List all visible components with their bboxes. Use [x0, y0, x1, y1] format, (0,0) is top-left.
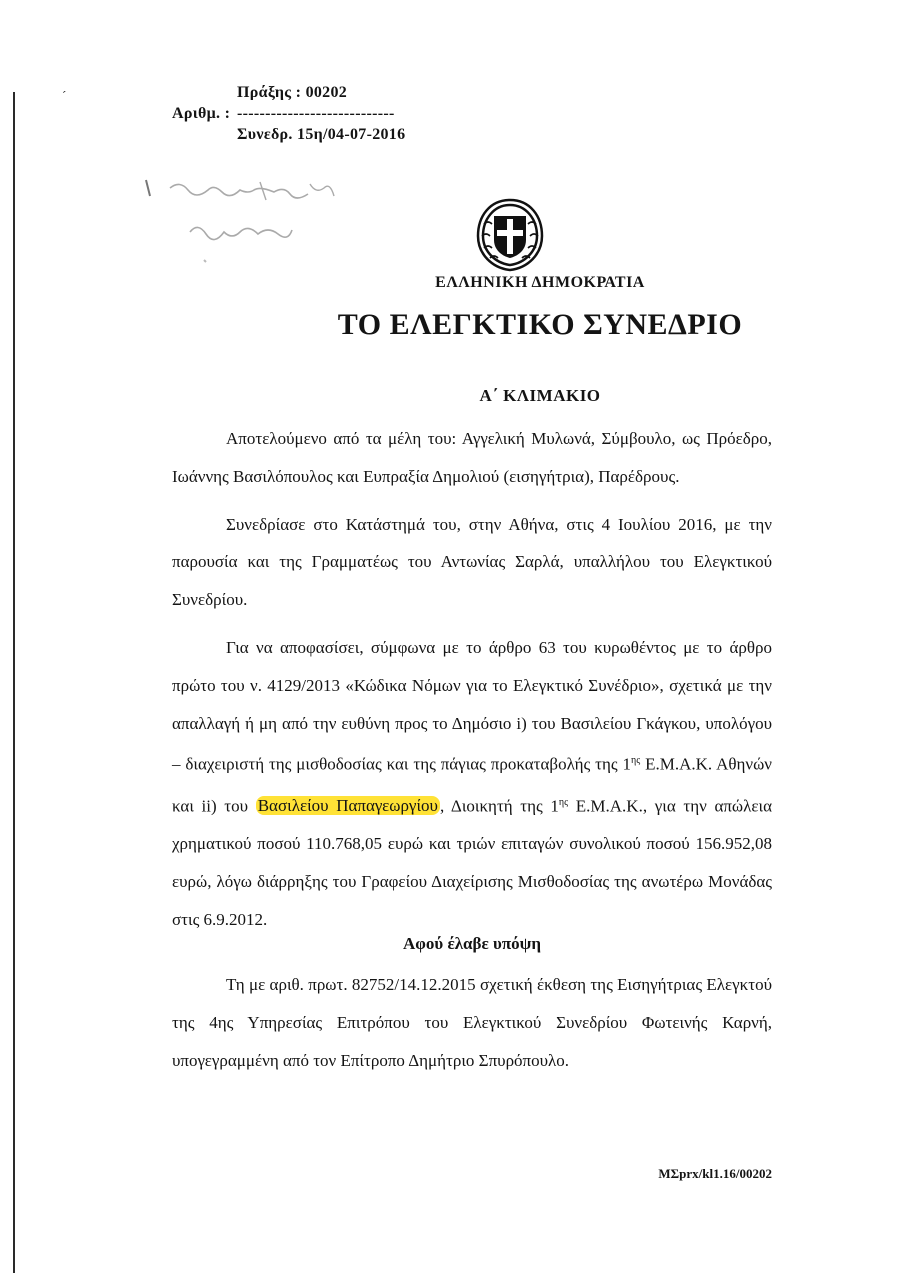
body-top — [172, 420, 772, 949]
number-label: Αριθμ. : — [172, 105, 231, 122]
left-margin-line — [13, 92, 15, 1273]
ordinal-sup-2: ης — [558, 796, 569, 808]
session-paragraph: Συνεδρίασε στο Κατάστημά του, στην Αθήνα, στις 4 Ιουλίου 2016, με την παρουσία και της Γραμματέως του Αντωνίας Σαρλά, υπαλλήλου του Ελεγκτικού Συνεδρίου. — [172, 514, 772, 610]
court-title: ΤΟ ΕΛΕΓΚΤΙΚΟ ΣΥΝΕΔΡΙΟ — [337, 308, 743, 341]
state-title: ΕΛΛΗΝΙΚΗ ΔΗΜΟΚΡΑΤΙΑ — [435, 274, 645, 291]
purpose-text-3: , Διοικητή της 1 — [439, 796, 559, 816]
session-line: Συνεδρ. 15η/04-07-2016 — [237, 126, 406, 143]
highlighted-name: Βασιλείου Παπαγεωργίου — [257, 796, 438, 816]
body-bottom — [172, 966, 772, 1089]
pen-mark: ˊ — [62, 88, 67, 103]
number-dashes: ---------------------------- — [237, 105, 395, 122]
handwritten-annotation — [140, 176, 380, 266]
purpose-text-1: Για να αποφασίσει, σύμφωνα με το άρθρο 63 του κυρωθέντος με το άρθρο πρώτο του ν. 4129/2013 «Κώδικα Νόμων για το Ελεγκτικό Συνέδριο», σχετικά με την απαλλαγή ή μη από την ευθύνη προς το Δημόσιο i) του Βασιλείου Γκάγκου, υπολόγου – διαχειριστή της μισθοδοσίας και της πάγιας προκαταβολής της 1 — [172, 637, 772, 775]
chamber-title: Α΄ ΚΛΙΜΑΚΙΟ — [479, 386, 601, 405]
purpose-paragraph — [172, 629, 772, 939]
purpose-text-4: Ε.Μ.Α.Κ., για την απώλεια χρηματικού ποσού 110.768,05 ευρώ και τριών επιταγών συνολικού ποσού 156.952,08 ευρώ, λόγω διάρρηξης του Γραφείου Διαχείρισης Μισθοδοσίας της ανωτέρω Μονάδας στις 6.9.2012. — [172, 796, 772, 929]
purpose-text-2: Ε.Μ.Α.Κ. Αθηνών και ii) του — [172, 755, 772, 816]
report-paragraph: Τη με αριθ. πρωτ. 82752/14.12.2015 σχετική έκθεση της Εισηγήτριας Ελεγκτού της 4ης Υπηρεσίας Επιτρόπου του Ελεγκτικού Συνεδρίου Φωτεινής Καρνή, υπογεγραμμένη από τον Επίτροπο Δημήτριο Σπυρόπουλο. — [172, 975, 772, 1070]
ordinal-sup-1: ης — [631, 755, 641, 767]
members-paragraph: Αποτελούμενο από τα μέλη του: Αγγελική Μυλωνά, Σύμβουλο, ως Πρόεδρο, Ιωάννης Βασιλόπουλος και Ευπραξία Δημολιού (εισηγήτρια), Παρέδρους. — [172, 429, 772, 486]
document-code: ΜΣprx/kl1.16/00202 — [658, 1166, 772, 1181]
greek-coat-of-arms-icon — [470, 194, 550, 274]
act-number-line: Πράξης : 00202 — [237, 84, 348, 100]
section-subtitle: Αφού έλαβε υπόψη — [402, 934, 542, 953]
